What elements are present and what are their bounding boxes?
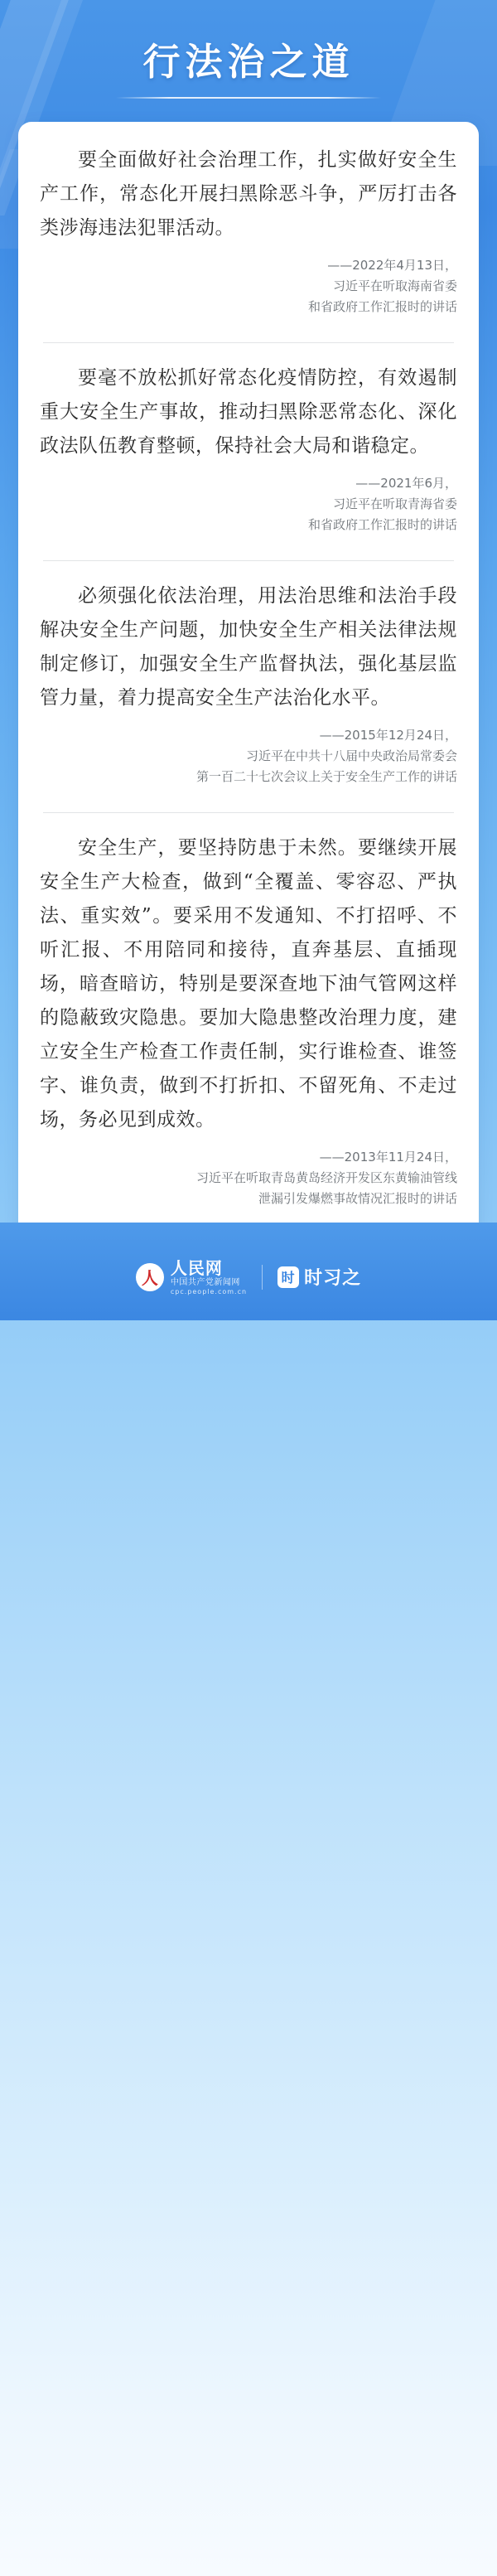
people-logo-text	[171, 1259, 247, 1295]
quote-source	[40, 473, 457, 535]
divider	[43, 560, 454, 561]
source-line: 习近平在听取青岛黄岛经济开发区东黄输油管线	[195, 1170, 457, 1185]
quote-text: 必须强化依法治理，用法治思维和法治手段解决安全生产问题，加快安全生产相关法律法规制定修订，加强安全生产监督执法，强化基层监管力量，着力提高安全生产法治化水平。	[40, 585, 457, 709]
quote-text: 要全面做好社会治理工作，扎实做好安全生产工作，常态化开展扫黑除恶斗争，严厉打击各类涉海违法犯罪活动。	[40, 149, 457, 239]
footer	[0, 1237, 497, 1320]
shixi-badge-icon: 时	[277, 1266, 299, 1288]
quotes-card	[18, 122, 479, 1237]
people-logo[interactable]	[136, 1259, 247, 1295]
footer-logos	[136, 1259, 361, 1295]
quote-block	[40, 361, 457, 539]
quote-text: 安全生产，要坚持防患于未然。要继续开展安全生产大检查，做到“全覆盖、零容忍、严执法、重实效”。要采用不发通知、不打招呼、不听汇报、不用陪同和接待，直奔基层、直插现场，暗查暗访，特别是要深查地下油气管网这样的隐蔽致灾隐患。要加大隐患整改治理力度，建立安全生产检查工作责任制，实行谁检查、谁签字、谁负责，做到不打折扣、不留死角、不走过场，务必见到成效。	[40, 837, 457, 1131]
quote-block	[40, 143, 457, 321]
people-logo-title: 人民网	[170, 1258, 223, 1278]
quote-source	[40, 725, 457, 787]
source-line: ——2015年12月24日，	[319, 728, 457, 743]
footer-divider	[262, 1265, 263, 1290]
page-title: 行法治之道	[142, 40, 355, 84]
source-line: 泄漏引发爆燃事故情况汇报时的讲话	[258, 1191, 457, 1206]
source-line: 习近平在听取海南省委	[332, 278, 457, 293]
source-line: 习近平在听取青海省委	[332, 496, 457, 511]
quote-block	[40, 831, 457, 1213]
source-line: ——2021年6月，	[355, 476, 457, 491]
source-line: 第一百二十七次会议上关于安全生产工作的讲话	[195, 769, 457, 784]
source-line: ——2022年4月13日，	[327, 258, 457, 273]
shixi-logo[interactable]	[277, 1264, 361, 1290]
quote-source	[40, 255, 457, 317]
divider	[43, 812, 454, 813]
quote-block	[40, 579, 457, 791]
title-underline	[116, 97, 381, 99]
people-logo-subtitle: 中国共产党新闻网	[170, 1278, 240, 1287]
divider	[43, 342, 454, 343]
people-mark-icon: 人	[136, 1263, 164, 1291]
source-line: 和省政府工作汇报时的讲话	[307, 517, 457, 532]
source-line: 习近平在中共十八届中央政治局常委会	[245, 748, 457, 763]
header	[0, 0, 497, 122]
quote-text: 要毫不放松抓好常态化疫情防控，有效遏制重大安全生产事故，推动扫黑除恶常态化、深化政法队伍教育整顿，保持社会大局和谐稳定。	[40, 367, 457, 457]
shixi-logo-label: 时习之	[304, 1267, 362, 1290]
quote-source	[40, 1147, 457, 1209]
source-line: 和省政府工作汇报时的讲话	[307, 299, 457, 314]
source-line: ——2013年11月24日，	[319, 1150, 457, 1165]
people-logo-url: cpc.people.com.cn	[170, 1287, 248, 1295]
